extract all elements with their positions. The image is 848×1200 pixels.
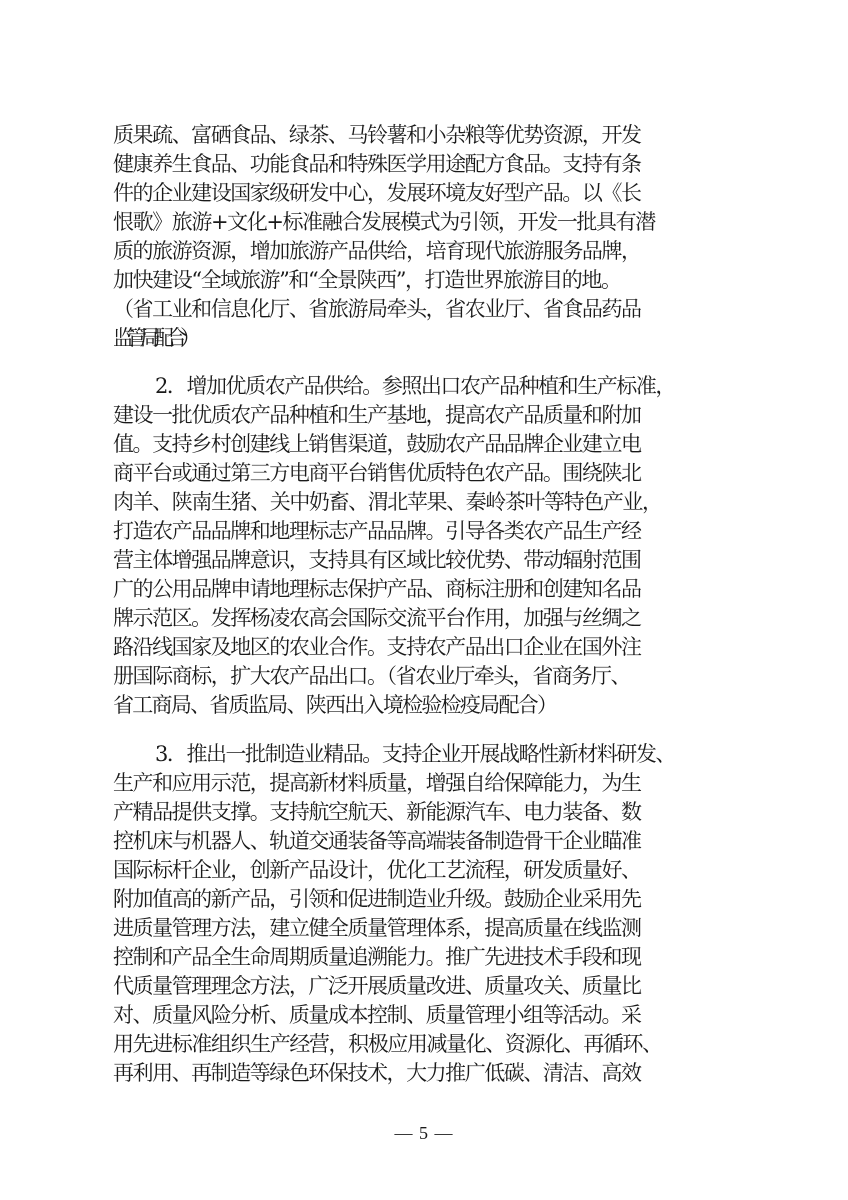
text-line: 建设一批优质农产品种植和生产基地，提高农产品质量和附加 xyxy=(113,403,641,427)
text-line: 用先进标准组织生产经营，积极应用减量化、资源化、再循环、 xyxy=(113,1032,662,1056)
text-line: 广的公用品牌申请地理标志保护产品、商标注册和创建知名品 xyxy=(113,577,641,601)
text-line: 再利用、再制造等绿色环保技术，大力推广低碳、清洁、高效 xyxy=(113,1061,641,1085)
text-line: 代质量管理理念方法，广泛开展质量改进、质量攻关、质量比 xyxy=(113,974,641,998)
text-line: 恨歌》旅游+文化+标准融合发展模式为引领，开发一批具有潜 xyxy=(113,210,655,234)
text-line: 肉羊、陕南生猪、关中奶畜、渭北苹果、秦岭茶叶等特色产业， xyxy=(113,490,662,514)
paragraph-manufacturing xyxy=(113,740,773,1088)
page-number: — 5 — xyxy=(394,1123,454,1143)
text-line: 质的旅游资源，增加旅游产品供给，培育现代旅游服务品牌， xyxy=(113,239,641,263)
text-line: 附加值高的新产品，引领和促进制造业升级。鼓励企业采用先 xyxy=(113,887,641,911)
text-line: 商平台或通过第三方电商平台销售优质特色农产品。围绕陕北 xyxy=(113,461,641,485)
text-line: 质果疏、富硒食品、绿茶、马铃薯和小杂粮等优势资源，开发 xyxy=(113,123,641,147)
paragraph-heading-line: 2．增加优质农产品供给。参照出口农产品种植和生产标准， xyxy=(155,374,675,398)
text-line: 进质量管理方法，建立健全质量管理体系，提高质量在线监测 xyxy=(113,916,641,940)
text-line: 值。支持乡村创建线上销售渠道，鼓励农产品品牌企业建立电 xyxy=(113,432,641,456)
text-line: 件的企业建设国家级研发中心，发展环境友好型产品。以《长 xyxy=(113,181,641,205)
text-line: 控机床与机器人、轨道交通装备等高端装备制造骨干企业瞄准 xyxy=(113,829,641,853)
text-line: 对、质量风险分析、质量成本控制、质量管理小组等活动。采 xyxy=(113,1003,641,1027)
text-line: 生产和应用示范，提高新材料质量，增强自给保障能力，为生 xyxy=(113,771,641,795)
text-line: 打造农产品品牌和地理标志产品品牌。引导各类农产品生产经 xyxy=(113,519,641,543)
text-line: （省工业和信息化厅、省旅游局牵头，省农业厅、省食品药品 xyxy=(113,297,641,321)
text-line: 牌示范区。发挥杨凌农高会国际交流平台作用，加强与丝绸之 xyxy=(113,606,641,630)
text-line: 营主体增强品牌意识，支持具有区域比较优势、带动辐射范围 xyxy=(113,548,641,572)
paragraph-agricultural-products xyxy=(113,372,773,720)
text-line: 控制和产品全生命周期质量追溯能力。推广先进技术手段和现 xyxy=(113,945,641,969)
text-line: 监管局配合） xyxy=(113,326,194,350)
text-line: 国际标杆企业，创新产品设计，优化工艺流程，研发质量好、 xyxy=(113,858,641,882)
paragraph-heading-line: 3．推出一批制造业精品。支持企业开展战略性新材料研发、 xyxy=(155,742,675,766)
text-line: 健康养生食品、功能食品和特殊医学用途配方食品。支持有条 xyxy=(113,152,641,176)
text-line: 路沿线国家及地区的农业合作。支持农产品出口企业在国外注 xyxy=(113,635,641,659)
text-line: 加快建设“全域旅游”和“全景陕西”，打造世界旅游目的地。 xyxy=(113,268,621,292)
paragraph-continuation xyxy=(113,121,773,353)
text-line: 册国际商标，扩大农产品出口。（省农业厅牵头，省商务厅、 xyxy=(113,664,631,688)
text-line: 产精品提供支撑。支持航空航天、新能源汽车、电力装备、数 xyxy=(113,800,641,824)
text-line: 省工商局、省质监局、陕西出入境检验检疫局配合） xyxy=(113,693,557,717)
